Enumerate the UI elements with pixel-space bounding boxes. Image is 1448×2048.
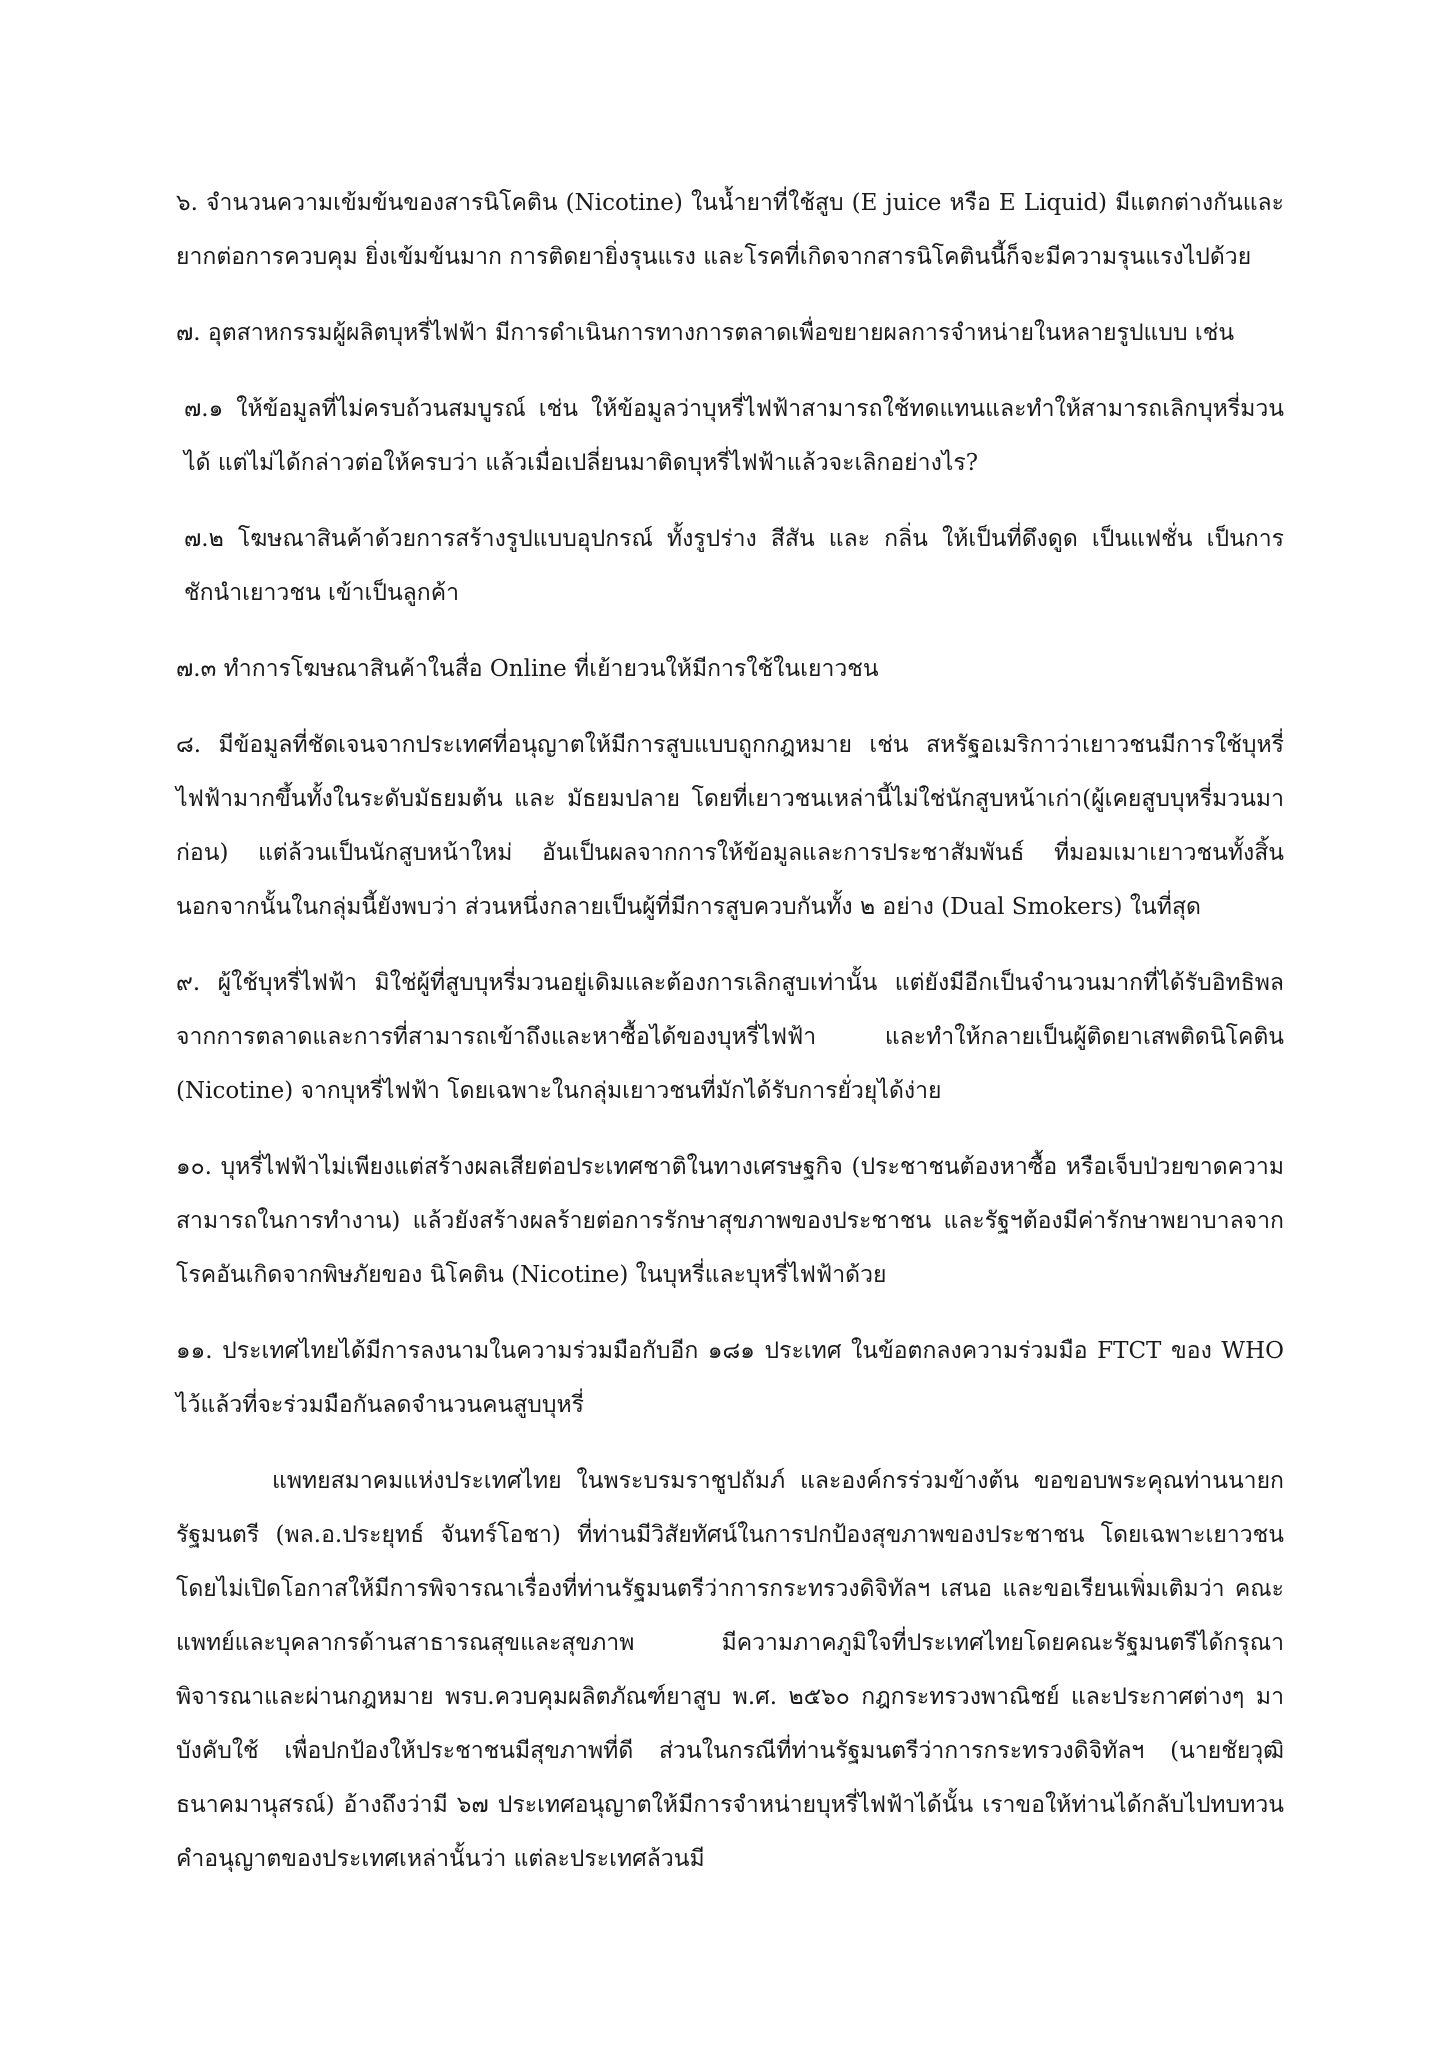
paragraph-7-1: ๗.๑ ให้ข้อมูลที่ไม่ครบถ้วนสมบูรณ์ เช่น ให้ข้อมูลว่าบุหรี่ไฟฟ้าสามารถใช้ทดแทนและทำให้สามารถเลิกบุหรี่มวนได้ แต่ไม่ได้กล่าวต่อให้ครบว่า แล้วเมื่อเปลี่ยนมาติดบุหรี่ไฟฟ้าแล้วจะเลิกอย่างไร? xyxy=(184,396,1284,476)
paragraph-8: ๘. มีข้อมูลที่ชัดเจนจากประเทศที่อนุญาตให้มีการสูบแบบถูกกฎหมาย เช่น สหรัฐอเมริกาว่าเยาวชนมีการใช้บุหรี่ไฟฟ้ามากขึ้นทั้งในระดับมัธยมต้น และ มัธยมปลาย โดยที่เยาวชนเหล่านี้ไม่ใช่นักสูบหน้าเก่า(ผู้เคยสูบบุหรี่มวนมาก่อน) แต่ล้วนเป็นนักสูบหน้าใหม่ อันเป็นผลจากการให้ข้อมูลและการประชาสัมพันธ์ ที่มอมเมาเยาวชนทั้งสิ้น นอกจากนั้นในกลุ่มนี้ยังพบว่า ส่วนหนึ่งกลายเป็นผู้ที่มีการสูบควบกันทั้ง ๒ อย่าง (Dual Smokers) ในที่สุด xyxy=(176,732,1284,920)
paragraph-6: ๖. จำนวนความเข้มข้นของสารนิโคติน (Nicotine) ในน้ำยาที่ใช้สูบ (E juice หรือ E Liquid) มีแตกต่างกันและยากต่อการควบคุม ยิ่งเข้มข้นมาก การติดยายิ่งรุนแรง และโรคที่เกิดจากสารนิโคตินนี้ก็จะมีความรุนแรงไปด้วย xyxy=(176,190,1285,270)
paragraph-7-3: ๗.๓ ทำการโฆษณาสินค้าในสื่อ Online ที่เย้ายวนให้มีการใช้ในเยาวชน xyxy=(176,656,879,682)
paragraph-9: ๙. ผู้ใช้บุหรี่ไฟฟ้า มิใช่ผู้ที่สูบบุหรี่มวนอยู่เดิมและต้องการเลิกสูบเท่านั้น แต่ยังมีอีกเป็นจำนวนมากที่ได้รับอิทธิพลจากการตลาดและการที่สามารถเข้าถึงและหาซื้อได้ของบุหรี่ไฟฟ้า และทำให้กลายเป็นผู้ติดยาเสพติดนิโคติน (Nicotine) จากบุหรี่ไฟฟ้า โดยเฉพาะในกลุ่มเยาวชนที่มักได้รับการยั่วยุได้ง่าย xyxy=(176,970,1284,1104)
paragraph-11: ๑๑. ประเทศไทยได้มีการลงนามในความร่วมมือกับอีก ๑๘๑ ประเทศ ในข้อตกลงความร่วมมือ FTCT ของ WHO ไว้แล้วที่จะร่วมมือกันลดจำนวนคนสูบบุหรี่ xyxy=(176,1338,1284,1418)
document-body xyxy=(176,176,1284,1908)
paragraph-7-2: ๗.๒ โฆษณาสินค้าด้วยการสร้างรูปแบบอุปกรณ์ ทั้งรูปร่าง สีสัน และ กลิ่น ให้เป็นที่ดึงดูด เป็นแฟชั่น เป็นการชักนำเยาวชน เข้าเป็นลูกค้า xyxy=(184,526,1284,606)
paragraph-7: ๗. อุตสาหกรรมผู้ผลิตบุหรี่ไฟฟ้า มีการดำเนินการทางการตลาดเพื่อขยายผลการจำหน่ายในหลายรูปแบบ เช่น xyxy=(176,320,1235,346)
paragraph-10: ๑๐. บุหรี่ไฟฟ้าไม่เพียงแต่สร้างผลเสียต่อประเทศชาติในทางเศรษฐกิจ (ประชาชนต้องหาซื้อ หรือเจ็บป่วยขาดความสามารถในการทำงาน) แล้วยังสร้างผลร้ายต่อการรักษาสุขภาพของประชาชน และรัฐฯต้องมีค่ารักษาพยาบาลจากโรคอันเกิดจากพิษภัยของ นิโคติน (Nicotine) ในบุหรี่และบุหรี่ไฟฟ้าด้วย xyxy=(176,1154,1284,1288)
closing-paragraph: แพทยสมาคมแห่งประเทศไทย ในพระบรมราชูปถัมภ์ และองค์กรร่วมข้างต้น ขอขอบพระคุณท่านนายกรัฐมนตรี (พล.อ.ประยุทธ์ จันทร์โอชา) ที่ท่านมีวิสัยทัศน์ในการปกป้องสุขภาพของประชาชน โดยเฉพาะเยาวชน โดยไม่เปิดโอกาสให้มีการพิจารณาเรื่องที่ท่านรัฐมนตรีว่าการกระทรวงดิจิทัลฯ เสนอ และขอเรียนเพิ่มเติมว่า คณะแพทย์และบุคลากรด้านสาธารณสุขและสุขภาพ มีความภาคภูมิใจที่ประเทศไทยโดยคณะรัฐมนตรีได้กรุณาพิจารณาและผ่านกฎหมาย พรบ.ควบคุมผลิตภัณฑ์ยาสูบ พ.ศ. ๒๕๖๐ กฎกระทรวงพาณิชย์ และประกาศต่างๆ มาบังคับใช้ เพื่อปกป้องให้ประชาชนมีสุขภาพที่ดี ส่วนในกรณีที่ท่านรัฐมนตรีว่าการกระทรวงดิจิทัลฯ (นายชัยวุฒิ ธนาคมานุสรณ์) อ้างถึงว่ามี ๖๗ ประเทศอนุญาตให้มีการจำหน่ายบุหรี่ไฟฟ้าได้นั้น เราขอให้ท่านได้กลับไปทบทวนคำอนุญาตของประเทศเหล่านั้นว่า แต่ละประเทศล้วนมี xyxy=(176,1468,1284,1872)
